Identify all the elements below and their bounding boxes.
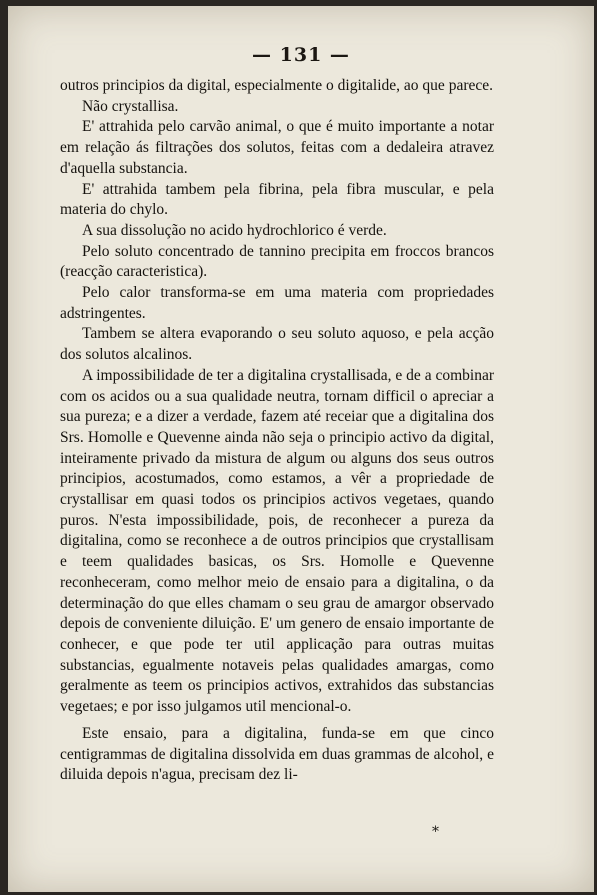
paragraph: E' attrahida pelo carvão animal, o que é muito importante a notar em relação ás filtrações dos solutos, feitas com a dedaleira atravez d'aquella substancia. [60, 118, 494, 177]
body-text [60, 76, 494, 786]
paragraph: Pelo calor transforma-se em uma materia com propriedades adstringentes. [60, 284, 494, 322]
paragraph: Não crystallisa. [82, 97, 179, 115]
paragraph: A impossibilidade de ter a digitalina crystallisada, e de a combinar com os acidos ou a sua qualidade neutra, tornam difficil o apreciar a sua pureza; e a dizer a verdade, fazem até receiar que a digitalina dos Srs. Homolle e Quevenne ainda não seja o principio activo da digital, inteiramente privado da mistura de algum ou alguns dos seus outros principios, acostumados, como estamos, a vêr a propriedade de crystallisar em quasi todos os principios activos vegetaes, quando puros. N'esta impossibilidade, pois, de reconhecer a pureza da digitalina, como se reconhece a de outros principios que crystallisam e teem qualidades basicas, os Srs. Homolle e Quevenne reconheceram, como melhor meio de ensaio para a digitalina, o da determinação do que elles chamam o seu grau de amargor observado depois de conveniente diluição. E' um genero de ensaio importante de conhecer, e que pode ter util applicação para outras muitas substancias, egualmente notaveis pelas qualidades amargas, como geralmente as teem os principios activos, extrahidos das substancias vegetaes; e por isso julgamos util mencional-o. [60, 366, 494, 716]
page-number: — 131 — [252, 44, 350, 66]
paragraph: Este ensaio, para a digitalina, funda-se em que cinco centigrammas de digitalina dissolvida em duas grammas de alcohol, e diluida depois n'agua, precisam dez li- [60, 724, 494, 784]
paragraph: outros principios da digital, especialmente o digitalide, ao que parece. [60, 77, 493, 94]
paragraph: Tambem se altera evaporando o seu soluto aquoso, e pela acção dos solutos alcalinos. [60, 325, 494, 364]
paragraph: Pelo soluto concentrado de tannino precipita em froccos brancos (reacção caracteristica). [60, 242, 494, 281]
signature-mark: * [432, 824, 439, 840]
paragraph: A sua dissolução no acido hydrochlorico é verde. [82, 221, 387, 239]
paragraph: E' attrahida tambem pela fibrina, pela fibra muscular, e pela materia do chylo. [60, 180, 494, 219]
book-page [8, 6, 594, 892]
